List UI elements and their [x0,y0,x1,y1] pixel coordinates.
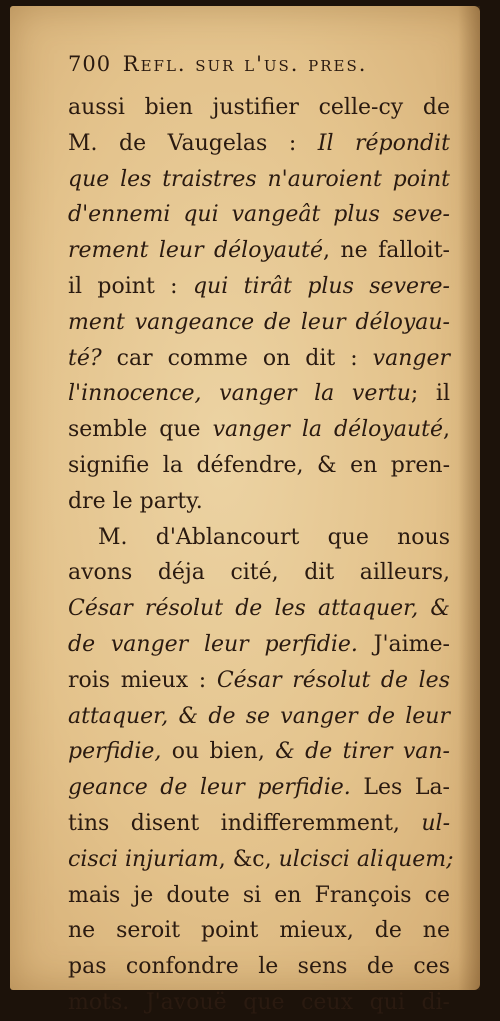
text-line [68,734,450,770]
italic-segment: ulcisci aliquem; [278,846,454,872]
text-line [68,162,450,198]
running-title: Refl. sur l'us. pres. [122,52,368,76]
text-segment: ou bien, [161,739,276,765]
italic-segment: vanger [372,345,450,371]
text-line [68,555,450,591]
text-segment: aussi bien justifier celle-cy de [68,95,450,120]
text-line [68,269,450,305]
italic-segment: que les traistres n'auroient point [68,166,450,192]
text-segment: ne seroit point mieux, de ne [68,918,450,944]
text-segment: pas confondre le sens de ces [68,954,450,980]
text-segment: M. d'Ablancourt que nous [98,524,450,550]
text-segment: tins disent indifferemment, [68,810,422,836]
italic-segment: geance de leur perfidie. [68,775,351,801]
italic-segment: perfidie, [68,739,162,765]
italic-segment: ment vangeance de leur déloyau- [68,309,450,335]
text-line [68,305,450,341]
text-line [68,770,450,806]
text-segment: semble que [68,417,213,443]
text-segment: avons déja cité, dit ailleurs, [68,560,450,586]
text-line [68,627,450,663]
italic-segment: César résolut de les [216,667,450,693]
text-line [68,233,450,269]
text-line [68,448,450,484]
page-edge-shadow [458,6,480,990]
text-line [68,484,450,520]
italic-segment: cisci injuriam [68,846,219,872]
italic-segment: d'ennemi qui vangeât plus seve- [68,202,450,228]
italic-segment: & de tirer van- [275,739,450,765]
text-line [68,949,450,985]
book-page [10,6,480,1015]
italic-segment: té? [68,345,102,371]
text-segment: , ne falloit- [323,238,450,264]
italic-segment: l'innocence, vanger la vertu [68,381,411,407]
text-line [68,126,450,162]
text-line [68,842,454,878]
text-line [68,913,450,949]
text-segment: mais je doute si en François ce [68,882,450,908]
text-line [68,878,450,914]
text-segment: rois mieux : [68,667,217,693]
body-text [68,90,454,1021]
text-line [68,197,450,233]
text-segment: car comme on dit : [101,345,373,371]
italic-segment: qui tirât plus severe- [192,273,450,299]
text-segment: il point : [68,273,193,299]
text-line [68,520,450,556]
italic-segment: ul- [421,810,450,836]
text-line [68,699,450,735]
text-segment: Les La- [350,775,450,801]
page-number: 700 [68,52,112,76]
text-line [68,591,450,627]
italic-segment: César résolut de les attaquer, & [68,596,450,622]
text-line [68,376,450,412]
text-segment: , [442,417,450,443]
text-segment: , &c, [218,846,279,872]
text-segment: ; il [410,381,450,407]
text-segment: signifie la défendre, & en pren- [68,452,450,478]
text-segment: M. de Vaugelas : [68,130,318,156]
running-header [68,52,448,76]
text-line [68,985,450,1021]
text-line [68,412,450,448]
text-segment: dre le party. [68,488,203,514]
italic-segment: rement leur déloyauté [68,238,324,264]
text-line [68,341,450,377]
italic-segment: Il répondit [317,130,450,156]
italic-segment: vanger la déloyauté [212,417,443,443]
text-segment: J'aime- [357,631,450,657]
text-segment: mots. J'avouë que ceux qui di- [68,989,450,1015]
text-line [68,663,450,699]
text-line [68,90,450,126]
text-line [68,806,450,842]
italic-segment: de vanger leur perfidie. [68,631,358,657]
italic-segment: attaquer, & de se vanger de leur [68,703,450,729]
